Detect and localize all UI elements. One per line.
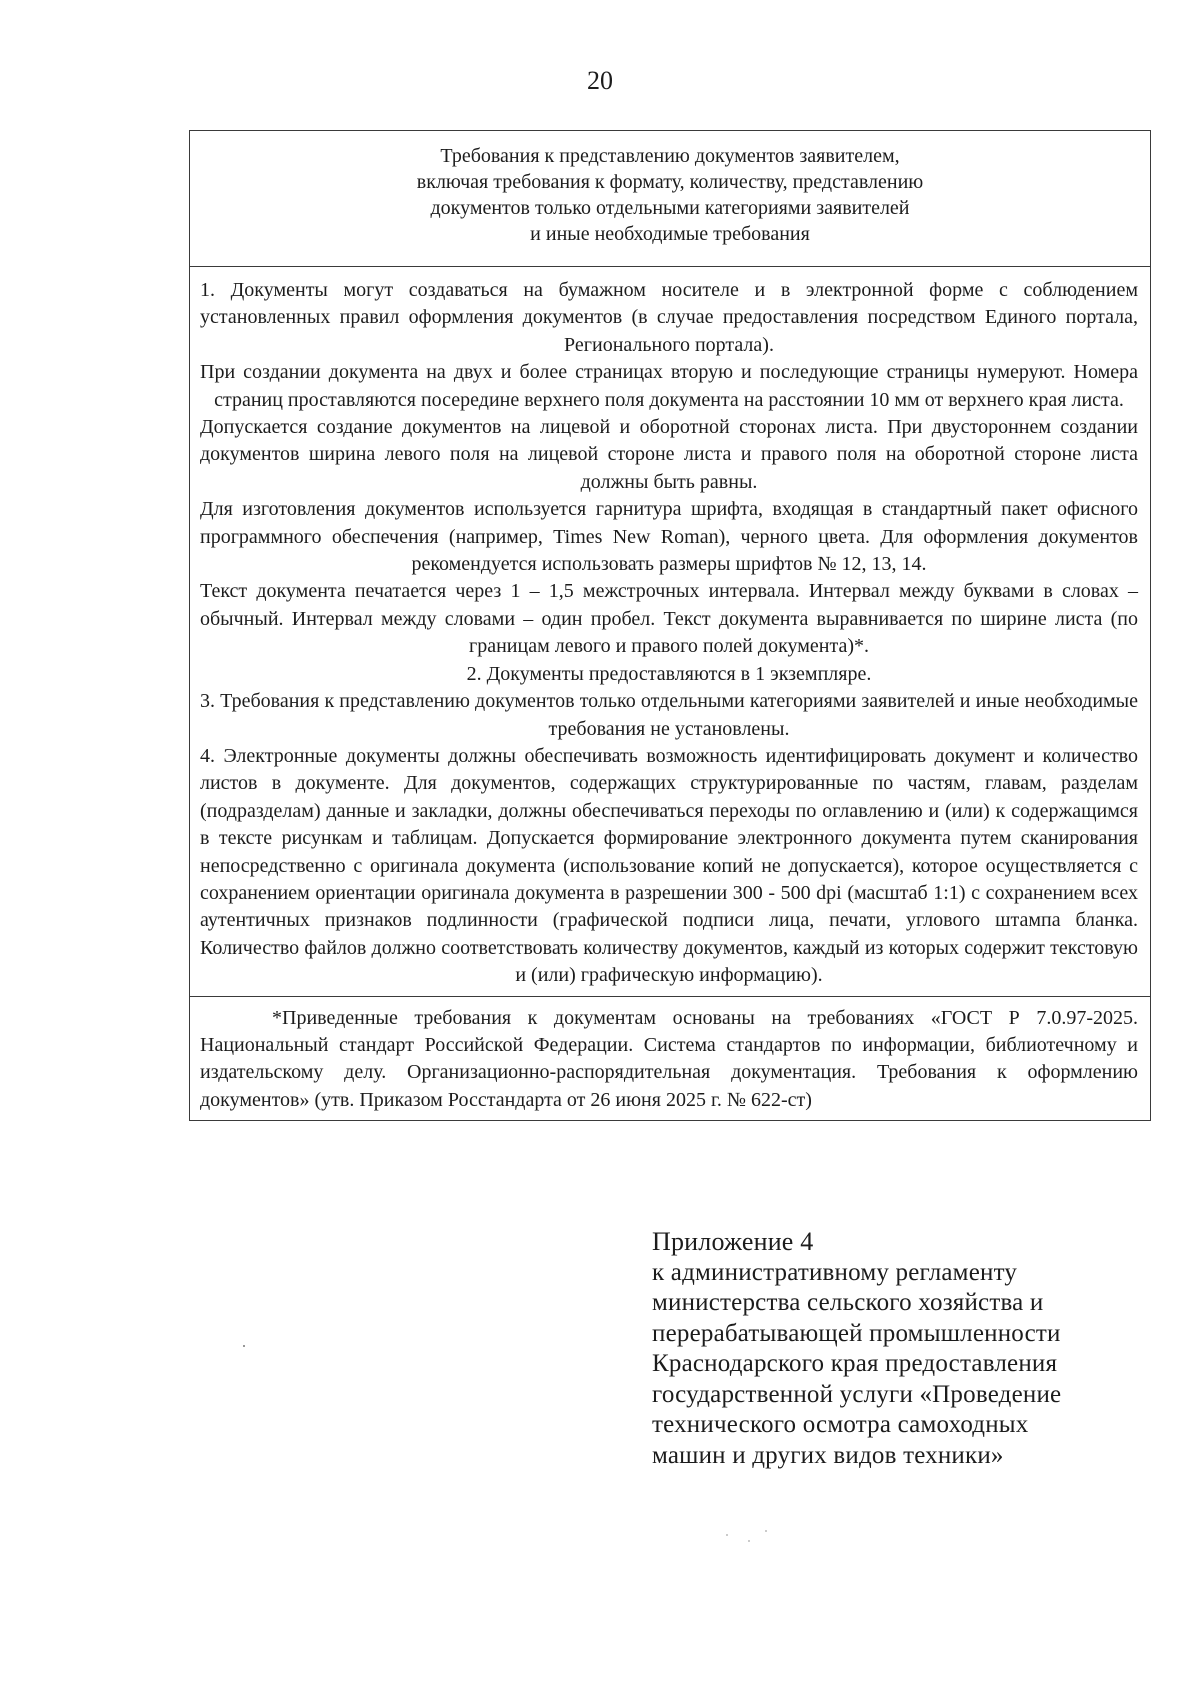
scan-artifact xyxy=(243,1345,245,1347)
scan-artifact xyxy=(748,1540,750,1542)
paragraph-2: 2. Документы предоставляются в 1 экземпляре. xyxy=(466,662,872,685)
paragraph-font: Для изготовления документов используется гарнитура шрифта, входящая в стандартный пакет офисного программного обеспечения (например, Times New Roman), черного цвета. Для оформления документов рекомендуется использовать размеры шрифтов № 12, 13, 14. xyxy=(200,498,1138,576)
appendix-line: перерабатывающей промышленности xyxy=(652,1319,1061,1347)
appendix-line: Краснодарского края предоставления xyxy=(652,1350,1058,1377)
header-line: включая требования к формату, количеству, представлению xyxy=(416,171,924,193)
header-line: и иные необходимые требования xyxy=(530,223,810,245)
scan-artifact xyxy=(726,1534,728,1536)
footnote-cell xyxy=(190,997,1150,1121)
appendix-line: машин и других видов техники» xyxy=(652,1441,1004,1469)
appendix-line: государственной услуги «Проведение xyxy=(652,1380,1062,1408)
appendix-heading xyxy=(652,1227,1152,1471)
footnote-text: *Приведенные требования к документам основаны на требованиях «ГОСТ Р 7.0.97-2025. Национальный стандарт Российской Федерации. Система стандартов по информации, библиотечному и издательскому делу. Организационно-распорядительная документация. Требования к оформлению документов» (утв. Приказом Росстандарта от 26 июня 2025 г. № 622-ст) xyxy=(200,1006,1138,1111)
paragraph-page-numbering: При создании документа на двух и более страницах вторую и последующие страницы нумеруют. Номера страниц проставляются посередине верхнего поля документа на расстоянии 10 мм от верхнего края листа. xyxy=(200,361,1138,411)
header-line: документов только отдельными категориями заявителей xyxy=(430,197,910,219)
scan-artifact xyxy=(765,1530,767,1532)
appendix-title: Приложение 4 xyxy=(652,1227,814,1256)
appendix-line: министерства сельского хозяйства и xyxy=(652,1289,1044,1316)
requirements-table xyxy=(189,130,1151,1121)
appendix-line: к административному регламенту xyxy=(652,1258,1018,1286)
paragraph-4: 4. Электронные документы должны обеспечивать возможность идентифицировать документ и количество листов в документе. Для документов, содержащих структурированные по частям, главам, разделам (подразделам) данные и закладки, должны обеспечиваться переходы по оглавлению и (или) к содержащимся в тексте рисункам и таблицам. Допускается формирование электронного документа путем сканирования непосредственно с оригинала документа (использование копий не допускается), которое осуществляется с сохранением ориентации оригинала документа в разрешении 300 - 500 dpi (масштаб 1:1) с сохранением всех аутентичных признаков подлинности (графической подписи лица, печати, углового штампа бланка. Количество файлов должно соответствовать количеству документов, каждый из которых содержит текстовую и (или) графическую информацию). xyxy=(200,744,1138,987)
appendix-line: технического осмотра самоходных xyxy=(652,1411,1029,1438)
paragraph-3: 3. Требования к представлению документов только отдельными категориями заявителей и иные необходимые требования не установлены. xyxy=(200,690,1138,740)
table-header xyxy=(190,131,1150,267)
page-number: 20 xyxy=(587,66,613,95)
paragraph-two-sided: Допускается создание документов на лицевой и оборотной сторонах листа. При двустороннем создании документов ширина левого поля на лицевой стороне листа и правого поля на оборотной стороне листа должны быть равны. xyxy=(200,416,1138,493)
requirements-body xyxy=(190,267,1150,997)
paragraph-1: 1. Документы могут создаваться на бумажном носителе и в электронной форме с соблюдением установленных правил оформления документов (в случае предоставления посредством Единого портала, Регионального портала). xyxy=(200,279,1138,356)
paragraph-spacing: Текст документа печатается через 1 – 1,5 межстрочных интервала. Интервал между буквами в словах – обычный. Интервал между словами – один пробел. Текст документа выравнивается по ширине листа (по границам левого и правого полей документа)*. xyxy=(200,580,1138,658)
header-line: Требования к представлению документов заявителем, xyxy=(440,145,900,167)
